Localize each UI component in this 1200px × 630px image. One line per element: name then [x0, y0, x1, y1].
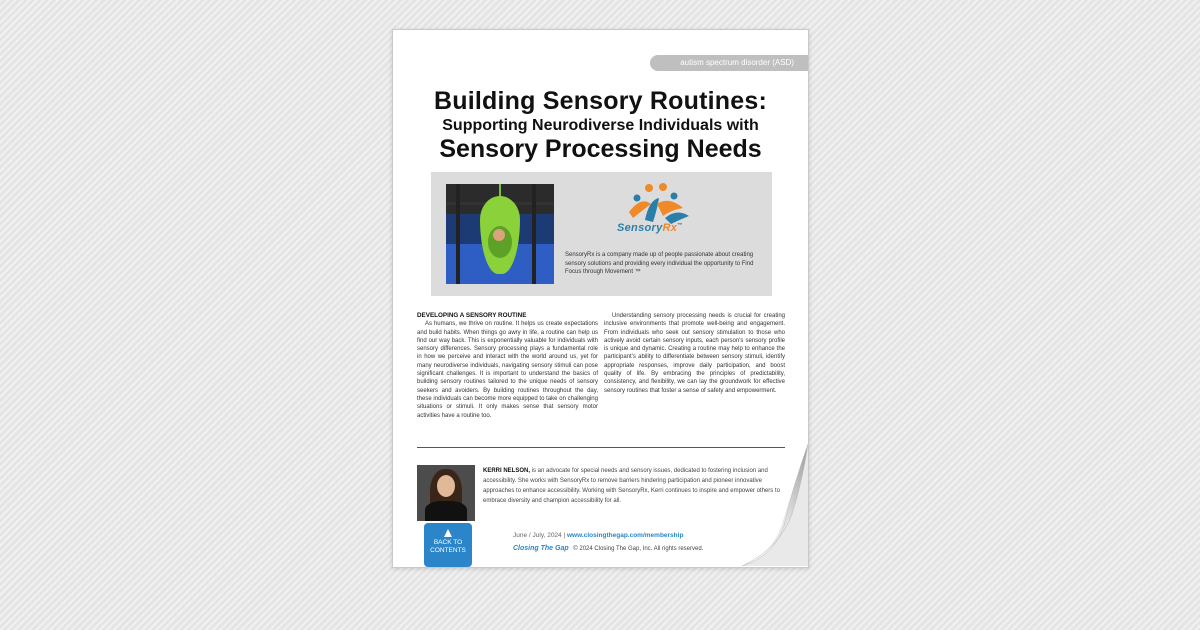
back-to-contents-button[interactable]: BACK TO CONTENTS [424, 523, 472, 567]
author-avatar [417, 465, 475, 521]
sponsor-banner [431, 172, 772, 296]
swing-photo [446, 184, 554, 284]
author-name: KERRI NELSON, [483, 468, 531, 474]
membership-link[interactable]: www.closingthegap.com/membership [567, 532, 684, 539]
paragraph-left: As humans, we thrive on routine. It helps us create expectations and build habits. When things go awry in life, a routine can help us find our way back. This is exponentially valuable for individuals with sensory differences. Sensory processing plays a fundamental role in how we perceive and interact with the world around us, yet for many neurodiverse individuals, navigating sensory stimuli can pose significant challenges. It is important to understand the basics of building sensory routines tailored to the unique needs of sensory seekers and avoiders. By building routines throughout the day, these individuals can become more equipped to take on challenging situations or stimuli. It only makes sense that sensory motor activities have a routine too. [417, 321, 598, 419]
up-arrow-icon [444, 529, 452, 537]
footer-issue-line: June / July, 2024 | www.closingthegap.com/membership [513, 532, 684, 539]
brand-logo: Closing The Gap [513, 545, 569, 552]
title-line-3: Sensory Processing Needs [439, 135, 762, 163]
title-line-1: Building Sensory Routines: [434, 87, 767, 115]
title-line-2: Supporting Neurodiverse Individuals with [442, 117, 759, 134]
section-heading: DEVELOPING A SENSORY ROUTINE [417, 312, 527, 319]
footer-copyright-line [513, 545, 703, 552]
article-column-left [417, 312, 598, 420]
paragraph-right: Understanding sensory processing needs is crucial for creating inclusive environments that promote well-being and engagement. From individuals who seek out sensory stimulation to those who actively avoid certain sensory inputs, each person's sensory profile is unique and dynamic. Creating a routine may help to enhance the participant's ability to differentiate between sensory stimuli, identify appropriate responses, improve daily participation, and boost quality of life. By embracing the principles of predictability, consistency, and flexibility, we can lay the groundwork for effective sensory routines that foster a sense of safety and empowerment. [604, 313, 785, 394]
article-column-right [604, 312, 785, 395]
page-curl-icon[interactable] [742, 444, 808, 566]
divider [417, 447, 785, 448]
issue-date: June / July, 2024 [513, 532, 562, 539]
category-tag: autism spectrum disorder (ASD) [650, 55, 808, 71]
sponsor-description: SensoryRx is a company made up of people passionate about creating sensory solutions and providing every individual the opportunity to Find Focus through Movement ™ [565, 252, 754, 275]
author-bio-text: is an advocate for special needs and sensory issues, dedicated to fostering inclusion and accessibility. She works with SensoryRx to remove barriers hindering participation and pioneer innovative approaches to enhance accessibility. Working with SensoryRx, Kerri continues to inspire and empower others to embrace diversity and champion accessibility for all. [483, 468, 780, 504]
copyright-text: © 2024 Closing The Gap, Inc. All rights reserved. [573, 546, 704, 552]
logo-wordmark: SensoryRx™ [617, 222, 683, 234]
